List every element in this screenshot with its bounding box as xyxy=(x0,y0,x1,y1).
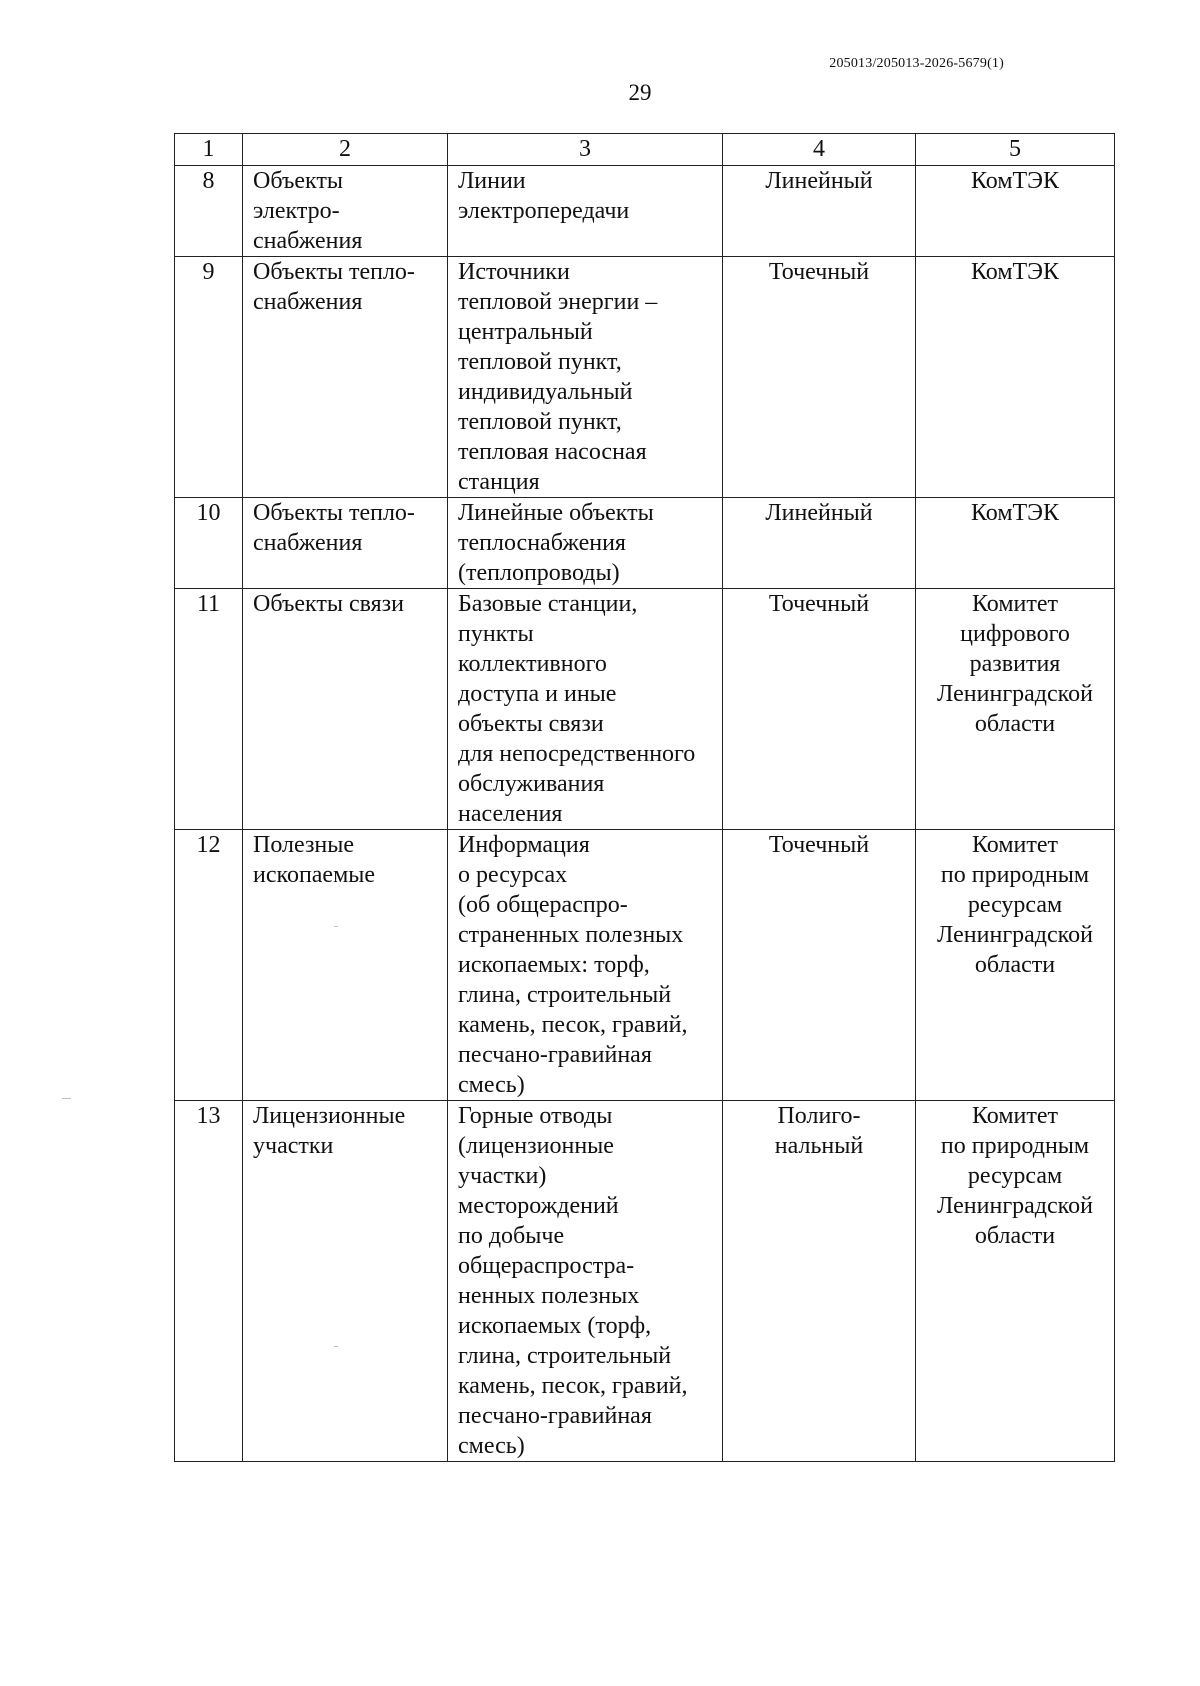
object-category-line: снабжения xyxy=(253,289,363,315)
object-description-line: теплоснабжения xyxy=(458,530,626,556)
object-description-line: камень, песок, гравий, xyxy=(458,1012,688,1038)
responsible-body-line: ресурсам xyxy=(967,892,1063,918)
object-description-line: тепловой пункт, xyxy=(458,349,622,375)
object-description-line: смесь) xyxy=(458,1433,525,1459)
page-number: 29 xyxy=(628,80,652,105)
responsible-body-line: по природным xyxy=(940,862,1090,888)
responsible-body xyxy=(916,166,1115,257)
object-description-line: Линейные объекты xyxy=(458,500,654,526)
geometry-type-line: Линейный xyxy=(765,500,873,526)
responsible-body-line: по природным xyxy=(940,1133,1090,1159)
geometry-type-line: Точечный xyxy=(768,591,870,617)
responsible-body-line: области xyxy=(974,952,1056,978)
object-description-line: глина, строительный xyxy=(458,1343,672,1369)
scan-mark xyxy=(62,1098,71,1099)
object-description-line: Горные отводы xyxy=(458,1103,613,1129)
object-description-line: станция xyxy=(458,469,540,495)
responsible-body-line: ресурсам xyxy=(967,1163,1063,1189)
object-category-line: Объекты тепло- xyxy=(253,259,415,285)
object-description xyxy=(448,166,723,257)
geometry-type-line: Точечный xyxy=(768,259,870,285)
object-description-line: объекты связи xyxy=(458,711,604,737)
responsible-body-line: цифрового xyxy=(960,621,1070,647)
object-description-line: камень, песок, гравий, xyxy=(458,1373,688,1399)
table-row xyxy=(175,257,1115,498)
row-number: 13 xyxy=(175,1101,243,1462)
geometry-type-line: Линейный xyxy=(765,168,873,194)
geometry-type xyxy=(723,257,916,498)
object-description-line: для непосредственного xyxy=(458,741,696,767)
row-number: 8 xyxy=(175,166,243,257)
object-category-line: Полезные xyxy=(253,832,355,858)
object-description-line: песчано-гравийная xyxy=(458,1403,652,1429)
responsible-body-line: КомТЭК xyxy=(970,500,1060,526)
object-description-line: тепловой энергии – xyxy=(458,289,658,315)
row-number: 10 xyxy=(175,498,243,589)
geometry-type xyxy=(723,166,916,257)
geometry-type-line: Точечный xyxy=(768,832,870,858)
responsible-body-line: Ленинградской xyxy=(937,922,1093,948)
object-description-line: участки) xyxy=(458,1163,547,1189)
responsible-body-line: КомТЭК xyxy=(970,168,1060,194)
object-category-line: Объекты связи xyxy=(253,591,404,617)
object-description xyxy=(448,498,723,589)
responsible-body-line: области xyxy=(974,711,1056,737)
object-description-line: месторождений xyxy=(458,1193,619,1219)
geometry-type xyxy=(723,830,916,1101)
responsible-body xyxy=(916,830,1115,1101)
object-description xyxy=(448,1101,723,1462)
responsible-body xyxy=(916,498,1115,589)
object-category-line: Объекты тепло- xyxy=(253,500,415,526)
data-table xyxy=(174,133,1115,1462)
table-row xyxy=(175,498,1115,589)
responsible-body-line: Ленинградской xyxy=(937,681,1093,707)
geometry-type-line: нальный xyxy=(774,1133,864,1159)
responsible-body-line: Комитет xyxy=(971,832,1058,858)
object-category-line: ископаемые xyxy=(253,862,376,888)
column-header-5: 5 xyxy=(916,134,1115,166)
document-code: 205013/205013-2026-5679(1) xyxy=(829,56,1004,71)
object-description-line: обслуживания xyxy=(458,771,605,797)
responsible-body-line: Ленинградской xyxy=(937,1193,1093,1219)
responsible-body xyxy=(916,257,1115,498)
object-description-line: (лицензионные xyxy=(458,1133,614,1159)
object-description-line: пункты xyxy=(458,621,534,647)
object-description-line: ископаемых (торф, xyxy=(458,1313,652,1339)
object-description-line: глина, строительный xyxy=(458,982,672,1008)
object-description-line: коллективного xyxy=(458,651,607,677)
geometry-type xyxy=(723,498,916,589)
geometry-type-line: Полиго- xyxy=(777,1103,861,1129)
row-number: 11 xyxy=(175,589,243,830)
object-description-line: о ресурсах xyxy=(458,862,568,888)
object-description xyxy=(448,257,723,498)
object-description-line: смесь) xyxy=(458,1072,525,1098)
table-row xyxy=(175,589,1115,830)
object-description-line: тепловой пункт, xyxy=(458,409,622,435)
row-number: 9 xyxy=(175,257,243,498)
geometry-type xyxy=(723,1101,916,1462)
object-category xyxy=(243,830,448,1101)
table-row xyxy=(175,1101,1115,1462)
object-description xyxy=(448,830,723,1101)
object-description-line: ископаемых: торф, xyxy=(458,952,650,978)
responsible-body-line: Комитет xyxy=(971,591,1058,617)
object-description-line: Линии xyxy=(458,168,526,194)
object-description xyxy=(448,589,723,830)
object-description-line: (теплопроводы) xyxy=(458,560,620,586)
object-description-line: Источники xyxy=(458,259,570,285)
object-category-line: Объекты xyxy=(253,168,343,194)
object-description-line: доступа и иные xyxy=(458,681,617,707)
column-header-1: 1 xyxy=(175,134,243,166)
object-category-line: Лицензионные xyxy=(253,1103,406,1129)
responsible-body-line: области xyxy=(974,1223,1056,1249)
responsible-body-line: КомТЭК xyxy=(970,259,1060,285)
object-category xyxy=(243,589,448,830)
scan-mark xyxy=(334,1346,338,1347)
object-description-line: страненных полезных xyxy=(458,922,684,948)
object-description-line: Базовые станции, xyxy=(458,591,638,617)
table-row xyxy=(175,166,1115,257)
object-category-line: снабжения xyxy=(253,530,363,556)
column-header-4: 4 xyxy=(723,134,916,166)
responsible-body xyxy=(916,589,1115,830)
row-number: 12 xyxy=(175,830,243,1101)
object-description-line: общераспростра- xyxy=(458,1253,635,1279)
object-description-line: электропередачи xyxy=(458,198,630,224)
object-description-line: тепловая насосная xyxy=(458,439,647,465)
object-category-line: участки xyxy=(253,1133,334,1159)
responsible-body-line: Комитет xyxy=(971,1103,1058,1129)
column-header-2: 2 xyxy=(243,134,448,166)
object-description-line: (об общераспро- xyxy=(458,892,628,918)
object-category-line: снабжения xyxy=(253,228,363,254)
object-category xyxy=(243,1101,448,1462)
responsible-body-line: развития xyxy=(969,651,1061,677)
object-description-line: индивидуальный xyxy=(458,379,633,405)
geometry-type xyxy=(723,589,916,830)
object-description-line: песчано-гравийная xyxy=(458,1042,652,1068)
responsible-body xyxy=(916,1101,1115,1462)
object-description-line: ненных полезных xyxy=(458,1283,640,1309)
column-header-3: 3 xyxy=(448,134,723,166)
scan-mark xyxy=(334,926,338,927)
object-category-line: электро- xyxy=(253,198,340,224)
table-header-row xyxy=(175,134,1115,166)
object-category xyxy=(243,498,448,589)
object-description-line: по добыче xyxy=(458,1223,565,1249)
object-category xyxy=(243,257,448,498)
table-body xyxy=(175,134,1115,1462)
object-description-line: населения xyxy=(458,801,563,827)
object-category xyxy=(243,166,448,257)
object-description-line: центральный xyxy=(458,319,593,345)
table-row xyxy=(175,830,1115,1101)
object-description-line: Информация xyxy=(458,832,590,858)
